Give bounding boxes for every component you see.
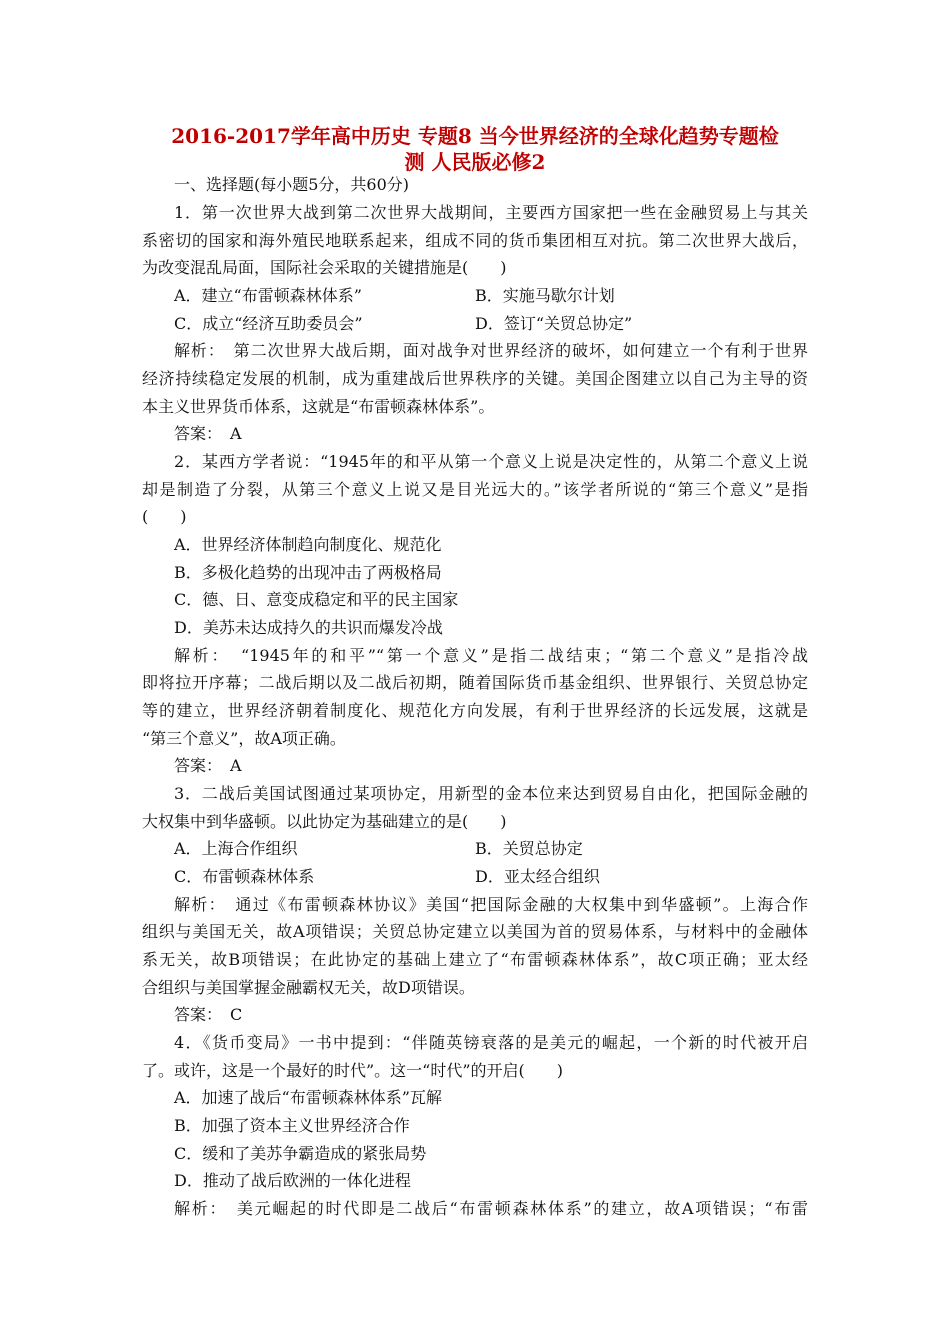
q3-option-c: C．布雷顿森林体系	[174, 867, 315, 886]
q3-option-a: A．上海合作组织	[174, 839, 298, 858]
q1-stem-line-1: 1．第一次世界大战到第二次世界大战期间，主要西方国家把一些在金融贸易上与其关	[174, 203, 808, 222]
q3-answer: 答案： C	[174, 1005, 243, 1024]
q3-stem-line-2: 大权集中到华盛顿。以此协定为基础建立的是( )	[142, 812, 507, 831]
q2-explanation-line-4: “第三个意义”，故A项正确。	[142, 729, 346, 748]
q3-explanation-line-4: 合组织与美国掌握金融霸权无关，故D项错误。	[142, 978, 475, 997]
q3-explanation-line-3: 系无关，故B项错误；在此协定的基础上建立了“布雷顿森林体系”，故C项正确；亚太经	[142, 950, 808, 969]
q1-stem-line-2: 系密切的国家和海外殖民地联系起来，组成不同的货币集团相互对抗。第二次世界大战后，	[142, 231, 808, 250]
q2-stem-line-3: ( )	[142, 507, 187, 526]
q2-answer: 答案： A	[174, 756, 242, 775]
q3-option-d: D．亚太经合组织	[475, 867, 600, 886]
q4-option-a: A．加速了战后“布雷顿森林体系”瓦解	[174, 1088, 442, 1107]
q4-option-b: B．加强了资本主义世界经济合作	[174, 1116, 410, 1135]
q1-stem-line-3: 为改变混乱局面，国际社会采取的关键措施是( )	[142, 258, 507, 277]
q2-explanation-line-1: 解析： “1945年的和平”“第一个意义”是指二战结束；“第二个意义”是指冷战	[174, 646, 808, 665]
doc-title-line-2: 测 人民版必修2	[404, 150, 546, 174]
q2-option-d: D．美苏未达成持久的共识而爆发冷战	[174, 618, 443, 637]
q2-stem-line-1: 2．某西方学者说：“1945年的和平从第一个意义上说是决定性的，从第二个意义上说	[174, 452, 808, 471]
q2-option-b: B．多极化趋势的出现冲击了两极格局	[174, 563, 442, 582]
section-header: 一、选择题(每小题5分，共60分)	[174, 175, 410, 194]
q4-stem-line-2: 了。或许，这是一个最好的时代”。这一“时代”的开启( )	[142, 1061, 564, 1080]
q2-stem-line-2: 却是制造了分裂，从第三个意义上说又是目光远大的。”该学者所说的“第三个意义”是指	[142, 480, 808, 499]
q1-option-d: D．签订“关贸总协定”	[475, 314, 633, 333]
q2-option-c: C．德、日、意变成稳定和平的民主国家	[174, 590, 459, 609]
q1-option-c: C．成立“经济互助委员会”	[174, 314, 363, 333]
q4-stem-line-1: 4．《货币变局》一书中提到：“伴随英镑衰落的是美元的崛起，一个新的时代被开启	[174, 1033, 808, 1052]
q3-explanation-line-1: 解析： 通过《布雷顿森林协议》美国“把国际金融的大权集中到华盛顿”。上海合作	[174, 895, 808, 914]
q4-explanation-line-1: 解析： 美元崛起的时代即是二战后“布雷顿森林体系”的建立，故A项错误；“布雷	[174, 1199, 808, 1218]
q2-explanation-line-2: 即将拉开序幕；二战后期以及二战后初期，随着国际货币基金组织、世界银行、关贸总协定	[142, 673, 808, 692]
doc-title-line-1: 2016-2017学年高中历史 专题8 当今世界经济的全球化趋势专题检	[171, 124, 779, 148]
q2-option-a: A．世界经济体制趋向制度化、规范化	[174, 535, 442, 554]
q1-explanation-line-1: 解析： 第二次世界大战后期，面对战争对世界经济的破坏，如何建立一个有利于世界	[174, 341, 808, 360]
q2-explanation-line-3: 等的建立，世界经济朝着制度化、规范化方向发展，有利于世界经济的长远发展，这就是	[142, 701, 808, 720]
q1-option-a: A．建立“布雷顿森林体系”	[174, 286, 362, 305]
q3-explanation-line-2: 组织与美国无关，故A项错误；关贸总协定建立以美国为首的贸易体系，与材料中的金融体	[142, 922, 808, 941]
q3-option-b: B．关贸总协定	[475, 839, 583, 858]
q4-option-d: D．推动了战后欧洲的一体化进程	[174, 1171, 411, 1190]
q4-option-c: C．缓和了美苏争霸造成的紧张局势	[174, 1144, 427, 1163]
q1-answer: 答案： A	[174, 424, 242, 443]
q1-option-b: B．实施马歇尔计划	[475, 286, 615, 305]
q1-explanation-line-3: 本主义世界货币体系，这就是“布雷顿森林体系”。	[142, 397, 495, 416]
q1-explanation-line-2: 经济持续稳定发展的机制，成为重建战后世界秩序的关键。美国企图建立以自己为主导的资	[142, 369, 808, 388]
q3-stem-line-1: 3．二战后美国试图通过某项协定，用新型的金本位来达到贸易自由化，把国际金融的	[174, 784, 808, 803]
